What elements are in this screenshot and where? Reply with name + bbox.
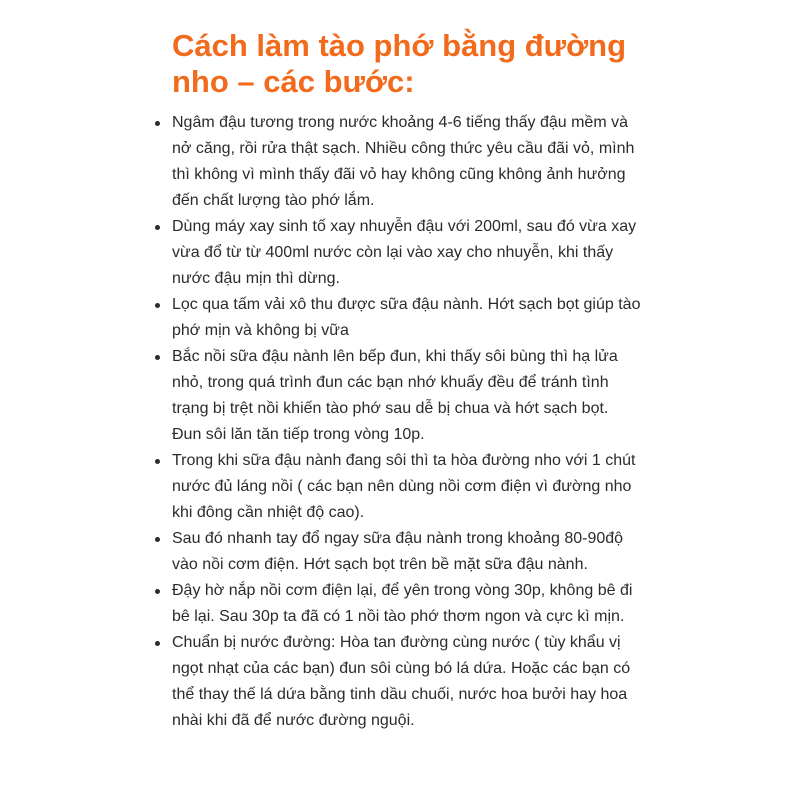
- list-item: [152, 110, 642, 214]
- list-item: [152, 344, 642, 448]
- bullet-icon: [155, 537, 160, 542]
- bullet-icon: [155, 641, 160, 646]
- bullet-icon: [155, 121, 160, 126]
- list-item: [152, 526, 642, 578]
- step-text: Sau đó nhanh tay đổ ngay sữa đậu nành trong khoảng 80-90độ vào nồi cơm điện. Hớt sạch bọt trên bề mặt sữa đậu nành.: [172, 530, 624, 573]
- step-text: Trong khi sữa đậu nành đang sôi thì ta hòa đường nho với 1 chút nước đủ láng nồi ( các bạn nên dùng nồi cơm điện vì đường nho khi đông cần nhiệt độ cao).: [172, 452, 636, 521]
- list-item: [152, 448, 642, 526]
- step-text: Đậy hờ nắp nồi cơm điện lại, để yên trong vòng 30p, không bê đi bê lại. Sau 30p ta đã có 1 nồi tào phớ thơm ngon và cực kì mịn.: [172, 582, 633, 625]
- step-text: Bắc nồi sữa đậu nành lên bếp đun, khi thấy sôi bùng thì hạ lửa nhỏ, trong quá trình đun các bạn nhớ khuấy đều để tránh tình trạng bị trệt nồi khiến tào phớ sau dễ bị chua và hớt sạch bọt. Đun sôi lăn tăn tiếp trong vòng 10p.: [172, 348, 618, 443]
- steps-list: [152, 110, 642, 734]
- step-text: Ngâm đậu tương trong nước khoảng 4-6 tiếng thấy đậu mềm và nở căng, rồi rửa thật sạch. Nhiều công thức yêu cầu đãi vỏ, mình thì không vì mình thấy đãi vỏ hay không cũng không ảnh hưởng đến chất lượng tào phớ lắm.: [172, 114, 635, 209]
- bullet-icon: [155, 589, 160, 594]
- bullet-icon: [155, 225, 160, 230]
- article: [172, 28, 642, 734]
- bullet-icon: [155, 303, 160, 308]
- bullet-icon: [155, 355, 160, 360]
- list-item: [152, 630, 642, 734]
- page-title: Cách làm tào phớ bằng đường nho – các bước:: [172, 28, 627, 99]
- step-text: Chuẩn bị nước đường: Hòa tan đường cùng nước ( tùy khẩu vị ngọt nhạt của các bạn) đun sôi cùng bó lá dứa. Hoặc các bạn có thể thay thế lá dứa bằng tinh dầu chuối, nước hoa bưởi hay hoa nhài khi đã để nước đường nguội.: [172, 634, 631, 729]
- list-item: [152, 292, 642, 344]
- list-item: [152, 214, 642, 292]
- step-text: Lọc qua tấm vải xô thu được sữa đậu nành. Hớt sạch bọt giúp tào phớ mịn và không bị vữa: [172, 296, 641, 339]
- list-item: [152, 578, 642, 630]
- step-text: Dùng máy xay sinh tố xay nhuyễn đậu với 200ml, sau đó vừa xay vừa đổ từ từ 400ml nước còn lại vào xay cho nhuyễn, khi thấy nước đậu mịn thì dừng.: [172, 218, 637, 287]
- bullet-icon: [155, 459, 160, 464]
